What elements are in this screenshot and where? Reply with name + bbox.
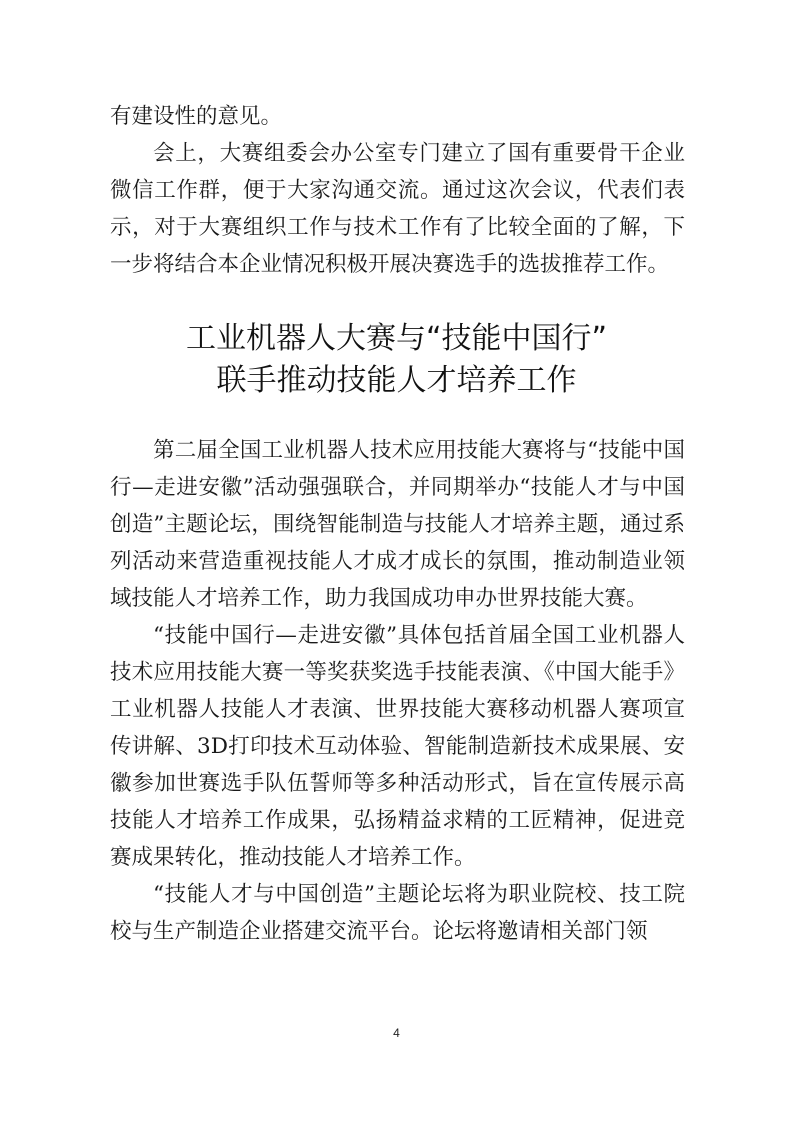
article-body [110, 432, 685, 950]
article-title [100, 318, 693, 402]
body-paragraph-1: 第二届全国工业机器人技术应用技能大赛将与“技能中国行—走进安徽”活动强强联合，并同期举办“技能人才与中国创造”主题论坛，围绕智能制造与技能人才培养主题，通过系列活动来营造重视技能人才成才成长的氛围，推动制造业领域技能人才培养工作，助力我国成功申办世界技能大赛。 [110, 438, 685, 611]
body-paragraph-3: “技能人才与中国创造”主题论坛将为职业院校、技工院校与生产制造企业搭建交流平台。论坛将邀请相关部门领 [110, 882, 685, 944]
intro-section [110, 98, 685, 283]
page-number: 4 [393, 1026, 400, 1040]
article-title-line-2: 联手推动技能人才培养工作 [216, 363, 577, 398]
body-paragraph-2: “技能中国行—走进安徽”具体包括首届全国工业机器人技术应用技能大赛一等奖获奖选手技能表演、《中国大能手》工业机器人技能人才表演、世界技能大赛移动机器人赛项宣传讲解、3D打印技术互动体验、智能制造新技术成果展、安徽参加世赛选手队伍誓师等多种活动形式，旨在宣传展示高技能人才培养工作成果，弘扬精益求精的工匠精神，促进竞赛成果转化，推动技能人才培养工作。 [110, 623, 685, 870]
intro-line: 有建设性的意见。 [110, 104, 283, 129]
intro-paragraph: 会上，大赛组委会办公室专门建立了国有重要骨干企业微信工作群，便于大家沟通交流。通过这次会议，代表们表示，对于大赛组织工作与技术工作有了比较全面的了解，下一步将结合本企业情况积极开展决赛选手的选拔推荐工作。 [110, 141, 685, 277]
article-title-line-1: 工业机器人大赛与“技能中国行” [185, 321, 608, 356]
